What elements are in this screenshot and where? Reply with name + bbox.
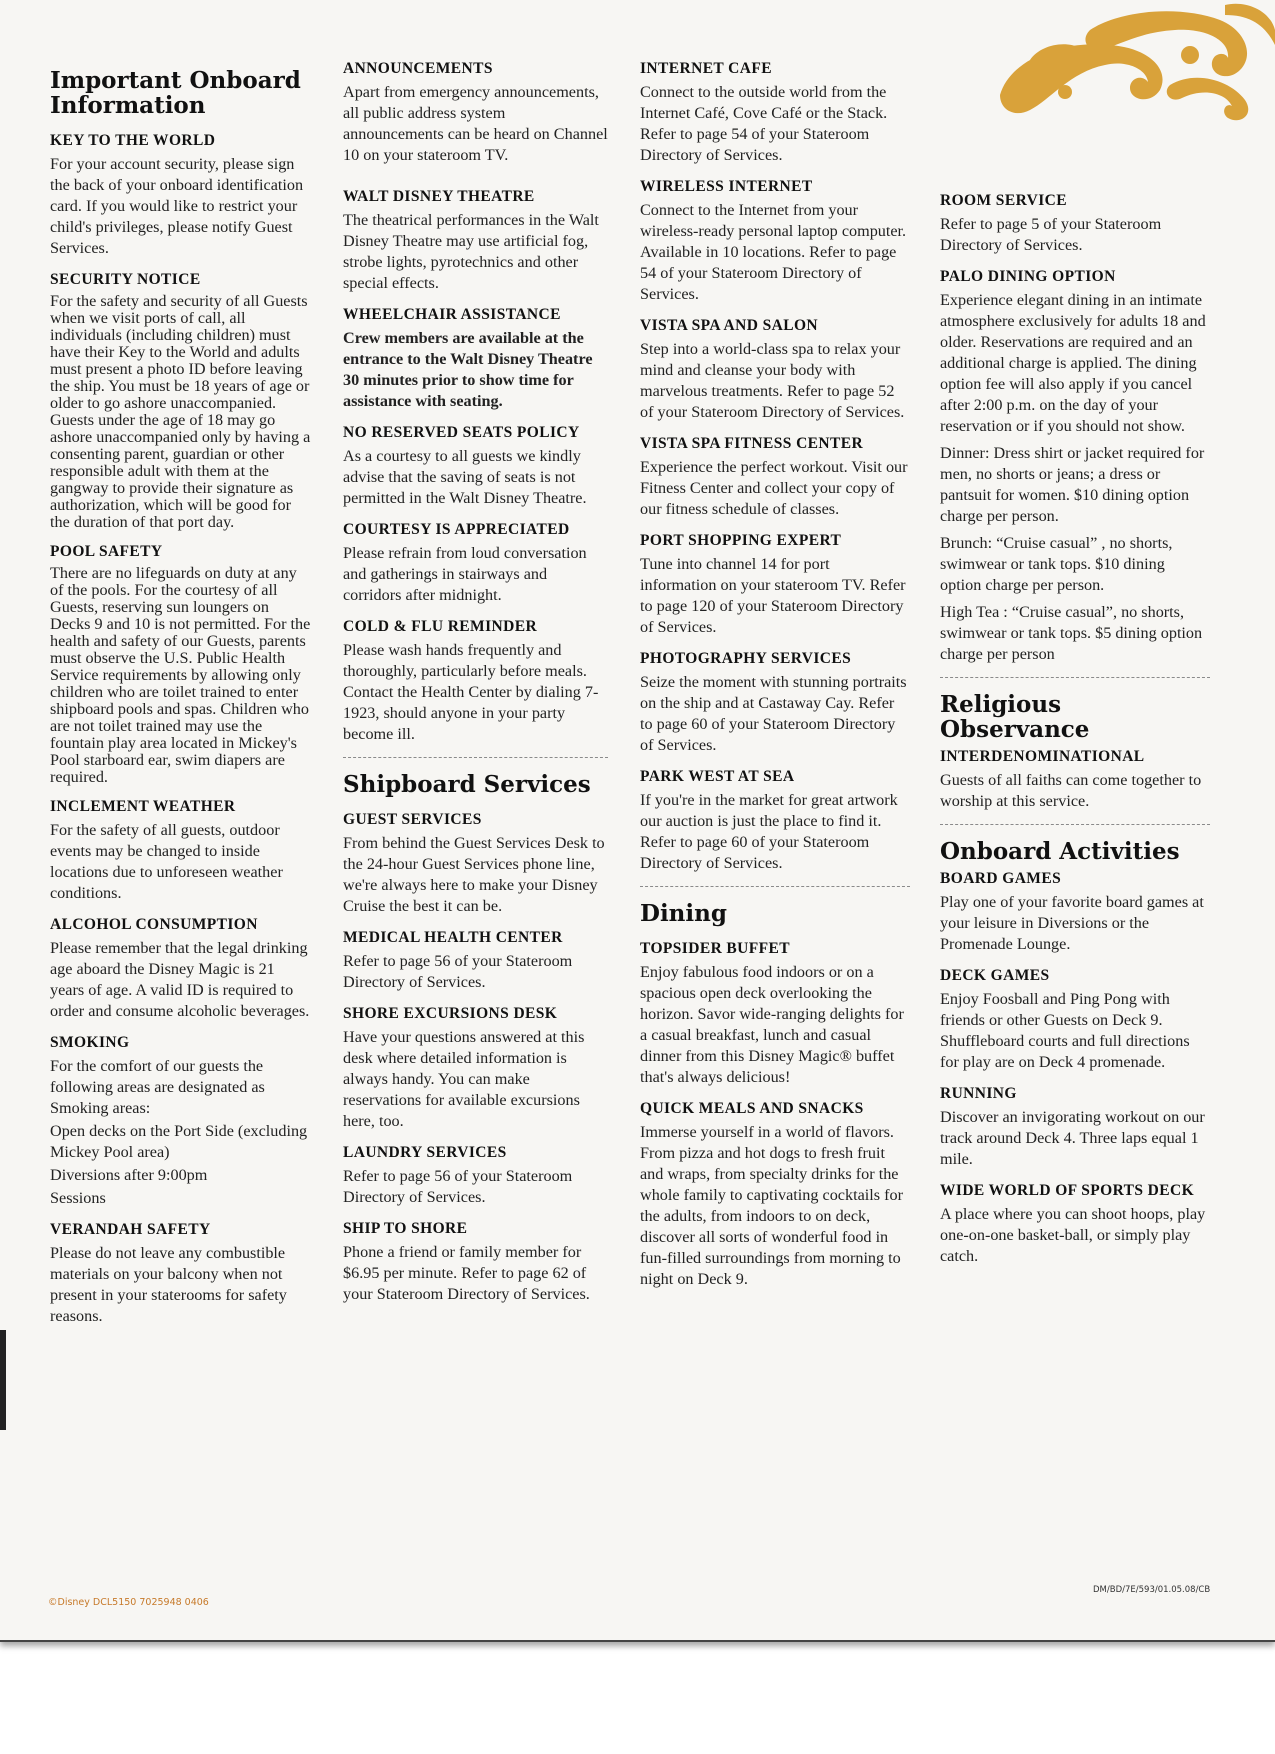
footer-copyright: ©Disney DCL5150 7025948 0406 <box>48 1597 209 1608</box>
column-internet-dining <box>640 60 910 1296</box>
column-dining-activities <box>940 192 1210 1273</box>
heading-board-games: BOARD GAMES <box>940 870 1062 887</box>
text-running: Discover an invigorating workout on our track around Deck 4. Three laps equal 1 mile. <box>940 1108 1205 1168</box>
text-internet-cafe: Connect to the outside world from the Internet Café, Cove Café or the Stack. Refer to page 54 of your Stateroom Directory of Services. <box>640 83 888 164</box>
text-vista-spa-salon: Step into a world-class spa to relax your mind and cleanse your body with marvelous treatments. Refer to page 52 of your Stateroom Directory of Services. <box>640 340 905 421</box>
text-verandah-safety: Please do not leave any combustible materials on your balcony when not present in your staterooms for safety reasons. <box>50 1244 287 1325</box>
heading-quick-meals: QUICK MEALS AND SNACKS <box>640 1100 864 1117</box>
dashed-divider <box>343 757 608 758</box>
section-title-dining: Dining <box>640 900 727 927</box>
heading-key-to-the-world: KEY TO THE WORLD <box>50 132 216 149</box>
heading-sports-deck: WIDE WORLD OF SPORTS DECK <box>940 1182 1195 1199</box>
text-cold-flu: Please wash hands frequently and thoroughly, particularly before meals. Contact the Health Center by dialing 7-1923, should anyone in your party become ill. <box>343 641 599 743</box>
text-board-games: Play one of your favorite board games at your leisure in Diversions or the Promenade Lounge. <box>940 893 1204 953</box>
heading-alcohol-consumption: ALCOHOL CONSUMPTION <box>50 916 258 933</box>
text-no-reserved-seats: As a courtesy to all guests we kindly advise that the saving of seats is not permitted in the Walt Disney Theatre. <box>343 447 587 507</box>
ornament-swirl-icon <box>970 0 1275 130</box>
text-medical-health-center: Refer to page 56 of your Stateroom Directory of Services. <box>343 952 573 991</box>
heading-inclement-weather: INCLEMENT WEATHER <box>50 798 236 815</box>
text-wheelchair-assistance: Crew members are available at the entrance to the Walt Disney Theatre 30 minutes prior to show time for assistance with seating. <box>343 329 593 410</box>
text-alcohol-consumption: Please remember that the legal drinking age aboard the Disney Magic is 21 years of age. A valid ID is required to order and consume alcoholic beverages. <box>50 939 310 1020</box>
text-quick-meals: Immerse yourself in a world of flavors. From pizza and hot dogs to fresh fruit and wraps, from specialty drinks for the whole family to captivating cocktails for the adults, from indoors to on deck, discover all sorts of wonderful food in fun-filled surroundings from morning to night on Deck 9. <box>640 1123 903 1288</box>
heading-park-west: PARK WEST AT SEA <box>640 768 795 785</box>
text-shore-excursions: Have your questions answered at this desk where detailed information is always handy. You can make reservations for available excursions here, too. <box>343 1028 585 1130</box>
heading-cold-flu: COLD & FLU REMINDER <box>343 618 538 635</box>
text-ship-to-shore: Phone a friend or family member for $6.95 per minute. Refer to page 62 of your Stateroom Directory of Services. <box>343 1243 590 1303</box>
text-topsider-buffet: Enjoy fabulous food indoors or on a spacious open deck overlooking the horizon. Savor wide-ranging delights for a casual breakfast, lunch and casual dinner from this Disney Magic® buffet that's always delicious! <box>640 963 904 1086</box>
scan-edge <box>0 1330 6 1430</box>
column-services <box>343 60 608 1311</box>
heading-verandah-safety: VERANDAH SAFETY <box>50 1221 211 1238</box>
text-guest-services: From behind the Guest Services Desk to the 24-hour Guest Services phone line, we're always here to make your Disney Cruise the best it can be. <box>343 834 605 915</box>
column-onboard-info <box>50 68 312 1333</box>
text-laundry-services: Refer to page 56 of your Stateroom Directory of Services. <box>343 1167 573 1206</box>
heading-fitness-center: VISTA SPA FITNESS CENTER <box>640 435 864 452</box>
text-fitness-center: Experience the perfect workout. Visit our Fitness Center and collect your copy of our fitness schedule of classes. <box>640 458 908 518</box>
dashed-divider <box>640 886 910 887</box>
text-photography: Seize the moment with stunning portraits on the ship and at Castaway Cay. Refer to page 60 of your Stateroom Directory of Services. <box>640 673 907 754</box>
text-inclement-weather: For the safety of all guests, outdoor events may be changed to inside locations due to unforeseen weather conditions. <box>50 821 283 902</box>
text-courtesy: Please refrain from loud conversation and gatherings in stairways and corridors after midnight. <box>343 544 587 604</box>
heading-palo-dining: PALO DINING OPTION <box>940 268 1116 285</box>
text-palo-dinner: Dinner: Dress shirt or jacket required for men, no shorts or jeans; a dress or pantsuit for women. $10 dining option charge per person. <box>940 444 1205 525</box>
text-wireless-internet: Connect to the Internet from your wireless-ready personal laptop computer. Available in 10 locations. Refer to page 54 of your Stateroom Directory of Services. <box>640 201 907 303</box>
heading-room-service: ROOM SERVICE <box>940 192 1067 209</box>
section-title-shipboard-services: Shipboard Services <box>343 771 591 798</box>
heading-smoking: SMOKING <box>50 1034 130 1051</box>
text-park-west: If you're in the market for great artwork our auction is just the place to find it. Refer to page 60 of your Stateroom Directory of Services. <box>640 791 898 872</box>
text-smoking-area-3: Sessions <box>50 1189 106 1207</box>
heading-vista-spa-salon: VISTA SPA AND SALON <box>640 317 819 334</box>
dashed-divider <box>940 677 1210 678</box>
text-smoking: For the comfort of our guests the following areas are designated as Smoking areas: <box>50 1057 265 1117</box>
heading-security-notice: SECURITY NOTICE <box>50 271 201 288</box>
text-key-to-the-world: For your account security, please sign the back of your onboard identification card. If you would like to restrict your child's privileges, please notify Guest Services. <box>50 155 304 257</box>
text-port-shopping: Tune into channel 14 for port information on your stateroom TV. Refer to page 120 of your Stateroom Directory of Services. <box>640 555 906 636</box>
heading-shore-excursions: SHORE EXCURSIONS DESK <box>343 1005 558 1022</box>
section-title-onboard-information: Important Onboard Information <box>50 67 301 119</box>
text-interdenominational: Guests of all faiths can come together to worship at this service. <box>940 771 1202 810</box>
text-security-notice: For the safety and security of all Guests when we visit ports of call, all individuals (including children) must have their Key to the World and adults must present a photo ID before leaving the ship. You must be 18 years of age or older to go ashore unaccompanied. Guests under the age of 18 may go ashore unaccompanied only by having a consenting parent, guardian or other responsible adult with them at the gangway to provide their signature as authorization, which will be good for the duration of that port day. <box>50 292 311 531</box>
heading-internet-cafe: INTERNET CAFE <box>640 60 772 77</box>
text-announcements: Apart from emergency announcements, all public address system announcements can be heard on Channel 10 on your stateroom TV. <box>343 83 608 164</box>
heading-deck-games: DECK GAMES <box>940 967 1050 984</box>
text-pool-safety: There are no lifeguards on duty at any of the pools. For the courtesy of all Guests, reserving sun loungers on Decks 9 and 10 is not permitted. For the health and safety of our Guests, parents must observe the U.S. Public Health Service requirements by allowing only children who are toilet trained to enter shipboard pools and spas. Children who are not toilet trained may use the fountain play area located in Mickey's Pool starboard ear, swim diapers are required. <box>50 564 311 786</box>
heading-courtesy: COURTESY IS APPRECIATED <box>343 521 570 538</box>
heading-medical-health-center: MEDICAL HEALTH CENTER <box>343 929 563 946</box>
heading-walt-disney-theatre: WALT DISNEY THEATRE <box>343 188 535 205</box>
heading-laundry-services: LAUNDRY SERVICES <box>343 1144 507 1161</box>
text-room-service: Refer to page 5 of your Stateroom Directory of Services. <box>940 215 1162 254</box>
text-palo-brunch: Brunch: “Cruise casual” , no shorts, swimwear or tank tops. $10 dining option charge per person. <box>940 534 1173 594</box>
heading-running: RUNNING <box>940 1085 1017 1102</box>
heading-guest-services: GUEST SERVICES <box>343 811 482 828</box>
section-title-religious-observance: Religious Observance <box>940 691 1090 743</box>
heading-topsider-buffet: TOPSIDER BUFFET <box>640 940 790 957</box>
text-smoking-area-2: Diversions after 9:00pm <box>50 1166 208 1184</box>
text-smoking-area-1: Open decks on the Port Side (excluding Mickey Pool area) <box>50 1122 308 1161</box>
heading-no-reserved-seats: NO RESERVED SEATS POLICY <box>343 424 580 441</box>
dashed-divider <box>940 824 1210 825</box>
heading-ship-to-shore: SHIP TO SHORE <box>343 1220 468 1237</box>
heading-photography: PHOTOGRAPHY SERVICES <box>640 650 852 667</box>
text-walt-disney-theatre: The theatrical performances in the Walt Disney Theatre may use artificial fog, strobe lights, pyrotechnics and other special effects. <box>343 211 599 292</box>
text-palo-dining: Experience elegant dining in an intimate atmosphere exclusively for adults 18 and older. Reservations are required and an additional charge is applied. The dining option fee will also apply if you cancel after 2:00 p.m. on the day of your reservation or if you should not show. <box>940 291 1206 435</box>
heading-wheelchair-assistance: WHEELCHAIR ASSISTANCE <box>343 306 561 323</box>
heading-pool-safety: POOL SAFETY <box>50 543 163 560</box>
text-sports-deck: A place where you can shoot hoops, play one-on-one basket-ball, or simply play catch. <box>940 1205 1206 1265</box>
heading-port-shopping: PORT SHOPPING EXPERT <box>640 532 842 549</box>
section-title-onboard-activities: Onboard Activities <box>940 838 1180 865</box>
heading-announcements: ANNOUNCEMENTS <box>343 60 493 77</box>
footer-code: DM/BD/7E/593/01.05.08/CB <box>1093 1585 1211 1595</box>
heading-wireless-internet: WIRELESS INTERNET <box>640 178 813 195</box>
text-palo-high-tea: High Tea : “Cruise casual”, no shorts, swimwear or tank tops. $5 dining option charge per person <box>940 603 1203 663</box>
heading-interdenominational: INTERDENOMINATIONAL <box>940 748 1145 765</box>
text-deck-games: Enjoy Foosball and Ping Pong with friends or other Guests on Deck 9. Shuffleboard courts and full directions for play are on Deck 4 promenade. <box>940 990 1190 1071</box>
